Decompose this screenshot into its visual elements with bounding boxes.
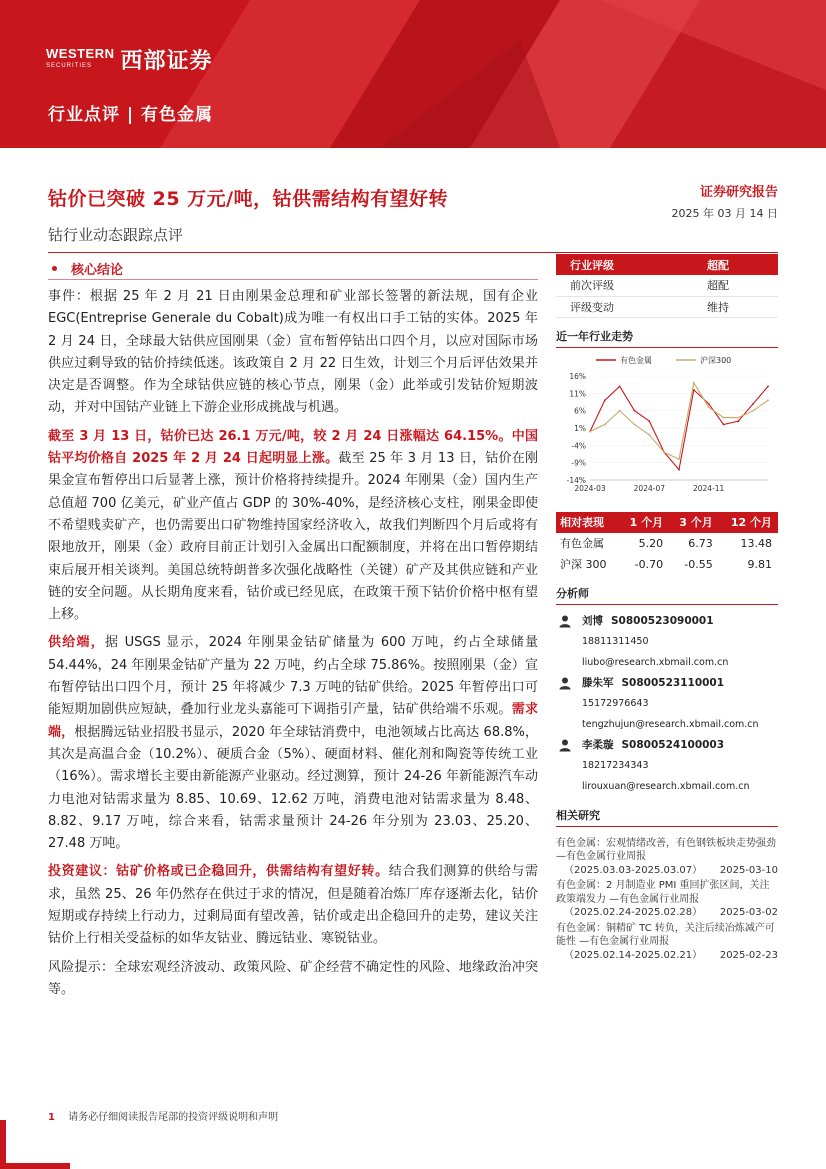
logo-english: WESTERN SECURITIES <box>46 45 115 69</box>
title-divider <box>48 252 778 253</box>
report-date: 2025 年 03 月 14 日 <box>671 207 778 220</box>
y-tick-label: -14% <box>566 475 586 485</box>
data-point <box>767 399 769 401</box>
rating-row: 评级变动 维持 <box>556 296 778 317</box>
data-point <box>604 399 606 401</box>
analyst-name-row: 李柔璇 S0800524100003 <box>556 735 778 755</box>
data-point <box>737 416 739 418</box>
risk-paragraph: 风险提示：全球宏观经济波动、政策风险、矿企经营不确定性的风险、地缘政治冲突等。 <box>48 959 538 997</box>
data-point <box>708 406 710 408</box>
y-tick-label: 11% <box>569 388 586 398</box>
core-heading: 核心结论 <box>48 258 538 280</box>
related-item[interactable]: 有色金属：宏观情绪改善，有色钢铁板块走势强劲 —有色金属行业周报 （2025.03.03-2025.03.07） 2025-03-10 <box>556 837 778 876</box>
analyst-name-row: 滕朱军 S0800523110001 <box>556 673 778 693</box>
y-tick-label: 16% <box>569 371 586 381</box>
legend-label: 有色金属 <box>620 355 652 365</box>
report-title: 钴价已突破 25 万元/吨，钴供需结构有望好转 <box>48 188 449 210</box>
footer-notice: 请务必仔细阅读报告尾部的投资评级说明和声明 <box>68 1112 279 1123</box>
data-point <box>648 434 650 436</box>
header-banner <box>0 0 826 148</box>
data-point <box>678 468 680 470</box>
person-icon <box>556 738 574 752</box>
data-point <box>752 402 754 404</box>
analyst-name-row: 刘博 S0800523090001 <box>556 611 778 631</box>
corner-accent <box>0 1163 70 1169</box>
analyst-email[interactable]: tengzhujun@research.xbmail.com.cn <box>582 718 759 730</box>
analyst-phone: 15172976643 <box>582 697 649 709</box>
x-tick-label: 2024-03 <box>574 483 606 493</box>
data-point <box>634 409 636 411</box>
y-tick-label: -4% <box>571 440 586 450</box>
performance-header-row: 相对表现 1 个月 3 个月 12 个月 <box>556 512 778 533</box>
trend-title: 近一年行业走势 <box>556 328 778 348</box>
analyst-email[interactable]: lirouxuan@research.xbmail.com.cn <box>582 780 750 792</box>
analyst-email[interactable]: liubo@research.xbmail.com.cn <box>582 656 729 668</box>
person-icon <box>556 614 574 628</box>
data-point <box>678 458 680 460</box>
data-point <box>619 409 621 411</box>
y-tick-label: 1% <box>574 423 586 433</box>
rating-row: 前次评级 超配 <box>556 275 778 296</box>
legend-label: 沪深300 <box>700 355 732 365</box>
data-point <box>663 451 665 453</box>
corner-accent <box>0 1120 6 1169</box>
supply-demand-paragraph: 供给端，据 USGS 显示，2024 年刚果金钴矿储量为 600 万吨，约占全球储量 54.44%，24 年刚果金钴矿产量为 22 万吨，约占全球 75.86%。按照刚果（金）宣布暂停钴出口四个月，预计 25 年将减少 7.3 万吨的钴矿供给。2025 年暂停出口可能短期加剧供应短缺，叠加行业龙头嘉能可下调指引产量，钴矿供给端不乐观。需求端，根据腾远钴业招股书显示，2020 年全球钴消费中，电池领域占比高达 68.8%，其次是高温合金（10.2%）、硬质合金（5%）、硬面材料、催化剂和陶瓷等传统工业（16%）。需求增长主要由新能源产业驱动。经过测算，预计 24-26 年新能源汽车动力电池对钴需求量为 8.85、10.69、12.62 万吨，消费电池对钴需求量为 8.48、8.82、9.17 万吨，综合来看，钴需求量预计 24-26 年分别为 23.03、25.20、27.48 万吨。 <box>48 635 539 852</box>
x-tick-label: 2024-07 <box>633 483 666 493</box>
report-type: 证券研究报告 <box>699 185 778 200</box>
data-point <box>723 416 725 418</box>
bullet-icon <box>52 266 57 271</box>
performance-table <box>556 512 778 575</box>
data-point <box>752 409 754 411</box>
data-point <box>648 420 650 422</box>
trend-chart <box>556 348 778 498</box>
related-item[interactable]: 有色金属：2 月制造业 PMI 重回扩张区间，关注政策端发力 —有色金属行业周报 （2025.02.24-2025.02.28） 2025-03-02 <box>556 880 778 918</box>
brand-logo <box>46 44 213 75</box>
rating-header-row: 行业评级 超配 <box>556 254 778 275</box>
performance-row: 有色金属 5.20 6.73 13.48 <box>560 536 772 550</box>
series-line <box>590 382 768 458</box>
data-point <box>693 382 695 384</box>
page-number: 1 <box>48 1112 55 1123</box>
data-point <box>723 423 725 425</box>
page-footer <box>48 1108 278 1123</box>
analyst-phone: 18811311450 <box>582 635 649 647</box>
y-tick-label: 6% <box>574 406 586 416</box>
report-subtitle: 钴行业动态跟踪点评 <box>48 226 184 244</box>
event-paragraph: 事件：根据 25 年 2 月 21 日由刚果金总理和矿业部长签署的新法规，国有企业 EGC(Entreprise Generale du Cobalt)成为唯一有权出口手工钴的实体。2025 年 2 月 24 日，全球最大钴供应国刚果（金）宣布暂停钴出口四个月，以应对国际市场供应过剩导致的钴价持续低迷。该政策自 2 月 22 日生效，计划三个月后评估效果并决定是否调整。作为全球钴供应链的核心节点，刚果（金）此举或引发钴价短期波动，并对中国钴产业链上下游企业形成挑战与机遇。 <box>48 289 538 416</box>
core-conclusion <box>48 258 538 1007</box>
related-research <box>556 837 778 963</box>
data-point <box>589 430 591 432</box>
data-point <box>737 420 739 422</box>
sidebar <box>556 254 778 962</box>
price-paragraph: 截至 3 月 13 日，钴价已达 26.1 万元/吨，较 2 月 24 日涨幅达 64.15%。中国钴平均价格自 2025 年 2 月 24 日起明显上涨。截至 25 年 3 月 13 日，钴价在刚果金宣布暂停出口后显著上涨，预计价格将持续提升。2024 年刚果（金）国内生产总值超 700 亿美元，矿业产值占 GDP 的 30%-40%，是经济核心支柱，刚果金即使不希望贱卖矿产，也仍需要出口矿物维持国家经济收入，故我们判断四个月后或将有限地放开，刚果（金）政府目前正计划引入金属出口配额制度，并将在出口暂停期结束后展开相关谈判。美国总统特朗普多次强化战略性（关键）矿产及其供应链和产业链的安全问题。从长期角度来看，钴价或已经见底，在政策干预下钴价价格中枢有望上移。 <box>48 428 538 623</box>
data-point <box>693 388 695 390</box>
analyst-list <box>556 611 778 797</box>
data-point <box>634 423 636 425</box>
data-point <box>604 423 606 425</box>
analysts-title: 分析师 <box>556 585 778 605</box>
analyst-phone: 18217234343 <box>582 759 649 771</box>
y-tick-label: -9% <box>571 458 586 468</box>
data-point <box>708 402 710 404</box>
rating-table <box>556 254 778 318</box>
x-tick-label: 2024-11 <box>692 483 725 493</box>
data-point <box>619 385 621 387</box>
data-point <box>767 385 769 387</box>
logo-chinese: 西部证券 <box>120 49 213 74</box>
investment-paragraph: 投资建议：钴矿价格或已企稳回升，供需结构有望好转。结合我们测算的供给与需求，虽然 25、26 年仍然存在供过于求的情况，但是随着冶炼厂库存逐渐去化，钴价短期或存持续上行动力，过剩局面有望改善，钴价或走出企稳回升的走势，建议关注钴价上行相关受益标的如华友钴业、腾远钴业、寒锐钴业。 <box>48 864 538 947</box>
person-icon <box>556 676 574 690</box>
section-tag: 行业点评 | 有色金属 <box>48 105 214 125</box>
related-item[interactable]: 有色金属：铜精矿 TC 转负，关注后续冶炼减产可能性 —有色金属行业周报 （2025.02.14-2025.02.21） 2025-02-23 <box>556 922 778 961</box>
performance-row: 沪深 300 -0.70 -0.55 9.81 <box>560 557 772 571</box>
related-title: 相关研究 <box>556 807 778 827</box>
